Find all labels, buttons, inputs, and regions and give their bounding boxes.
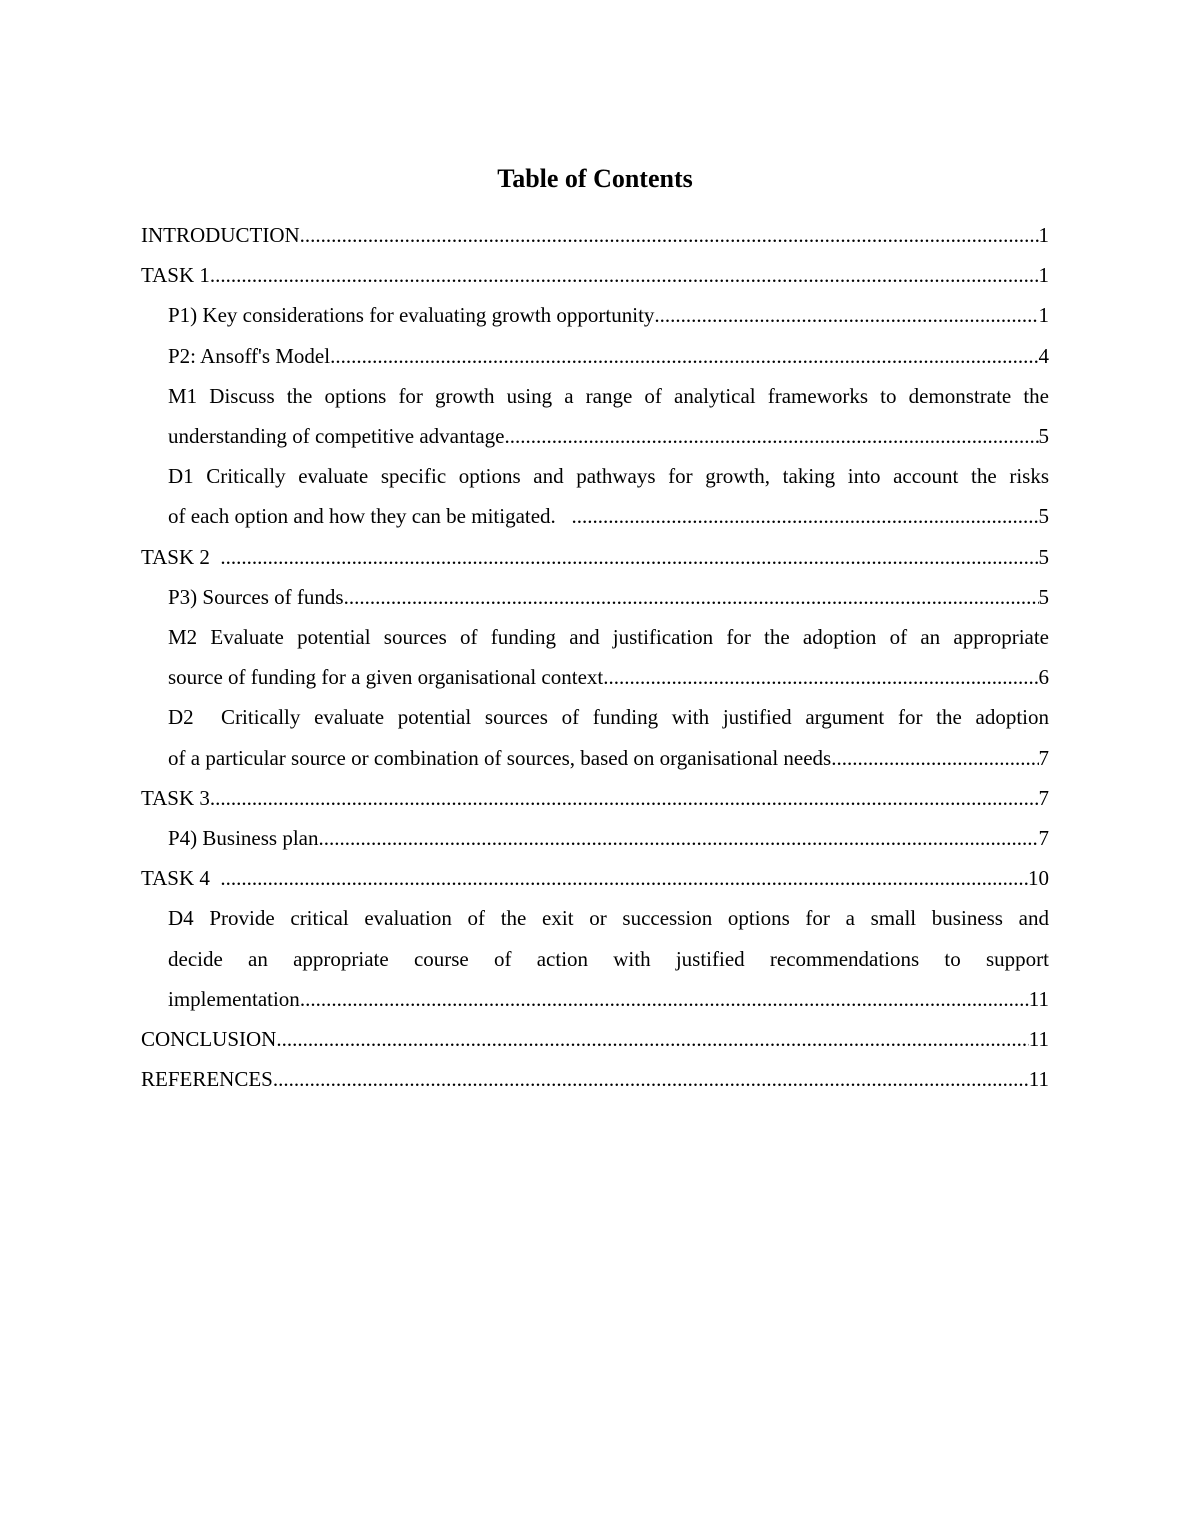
toc-entry-text-line: M1 Discuss the options for growth using a range of analytical frameworks to demonstrate the (168, 383, 1049, 408)
toc-leader-dots (210, 255, 1039, 295)
toc-page-number: 7 (1038, 745, 1049, 770)
toc-page-number: 11 (1028, 1027, 1049, 1052)
toc-entry-label: REFERENCES (141, 1067, 273, 1092)
toc-entry-m2[interactable] (141, 617, 1049, 697)
toc-entry-p4[interactable] (141, 818, 1049, 858)
toc-entry-text-line: D4 Provide critical evaluation of the exit or succession options for a small business and (168, 906, 1049, 931)
toc-entry-text-line: M2 Evaluate potential sources of funding and justification for the adoption of an appropriate (168, 625, 1049, 650)
toc-entry-text-line: D2 Critically evaluate potential sources of funding with justified argument for the adoption (168, 705, 1049, 730)
toc-leader-dots (300, 215, 1039, 255)
toc-entry-label: source of funding for a given organisational context (168, 665, 604, 690)
toc-leader-dots (344, 577, 1039, 617)
toc-entry-label: INTRODUCTION (141, 223, 300, 247)
toc-entry-text-line: decide an appropriate course of action with justified recommendations to support (168, 946, 1049, 971)
toc-leader-dots (210, 778, 1039, 818)
toc-entry-task-1[interactable] (141, 255, 1049, 295)
toc-entry-label: P3) Sources of funds (168, 584, 344, 609)
toc-page-number: 11 (1028, 986, 1049, 1011)
toc-entry-p1[interactable] (141, 295, 1049, 335)
toc-entry-label: P2: Ansoff's Model (168, 343, 331, 368)
toc-entry-label: of each option and how they can be mitigated. (168, 504, 572, 529)
toc-entry-task-4[interactable] (141, 858, 1049, 898)
toc-page-number: 7 (1038, 785, 1049, 810)
toc-leader-dots (319, 818, 1039, 858)
toc-leader-dots (654, 295, 1038, 335)
toc-entry-d1[interactable] (141, 456, 1049, 536)
toc-entry-label: TASK 2 (141, 544, 221, 569)
toc-page-number: 5 (1038, 504, 1049, 529)
toc-page-number: 11 (1028, 1067, 1049, 1092)
toc-entry-p3[interactable] (141, 577, 1049, 617)
toc-entry-text-line: D1 Critically evaluate specific options and pathways for growth, taking into account the risks (168, 464, 1049, 489)
toc-leader-dots (276, 1019, 1028, 1059)
toc-page-number: 7 (1038, 826, 1049, 851)
toc-entry-label: TASK 1 (141, 263, 210, 288)
table-of-contents (141, 215, 1049, 1099)
toc-leader-dots (300, 979, 1029, 1019)
toc-entry-label: P4) Business plan (168, 826, 319, 851)
toc-page-number: 5 (1038, 544, 1049, 569)
toc-entry-p2[interactable] (141, 336, 1049, 376)
toc-leader-dots (831, 738, 1038, 778)
toc-title: Table of Contents (497, 164, 693, 193)
toc-page-number: 6 (1038, 665, 1049, 690)
toc-entry-task-2[interactable] (141, 537, 1049, 577)
toc-entry-label: implementation (168, 986, 300, 1011)
toc-entry-introduction[interactable] (141, 215, 1049, 255)
toc-leader-dots (572, 496, 1039, 536)
toc-entry-label: of a particular source or combination of sources, based on organisational needs (168, 745, 832, 770)
toc-entry-label: TASK 3 (141, 785, 210, 810)
toc-leader-dots (603, 657, 1038, 697)
toc-leader-dots (504, 416, 1038, 456)
toc-entry-label: understanding of competitive advantage (168, 424, 505, 449)
toc-entry-d4[interactable] (141, 898, 1049, 1019)
toc-page-number: 1 (1038, 263, 1049, 288)
toc-entry-d2[interactable] (141, 697, 1049, 777)
toc-page-number: 5 (1038, 584, 1049, 609)
toc-page-number: 1 (1038, 223, 1049, 247)
toc-leader-dots (220, 858, 1028, 898)
toc-entry-label: P1) Key considerations for evaluating growth opportunity (168, 303, 655, 328)
toc-entry-task-3[interactable] (141, 778, 1049, 818)
toc-page-number: 10 (1028, 866, 1049, 891)
toc-entry-references[interactable] (141, 1059, 1049, 1099)
toc-leader-dots (273, 1059, 1029, 1099)
toc-leader-dots (330, 336, 1038, 376)
toc-entry-m1[interactable] (141, 376, 1049, 456)
toc-entry-label: TASK 4 (141, 866, 221, 891)
toc-page-number: 4 (1038, 343, 1049, 368)
toc-leader-dots (220, 537, 1038, 577)
toc-page-number: 1 (1038, 303, 1049, 328)
toc-entry-label: CONCLUSION (141, 1027, 277, 1052)
toc-entry-conclusion[interactable] (141, 1019, 1049, 1059)
toc-page-number: 5 (1038, 424, 1049, 449)
